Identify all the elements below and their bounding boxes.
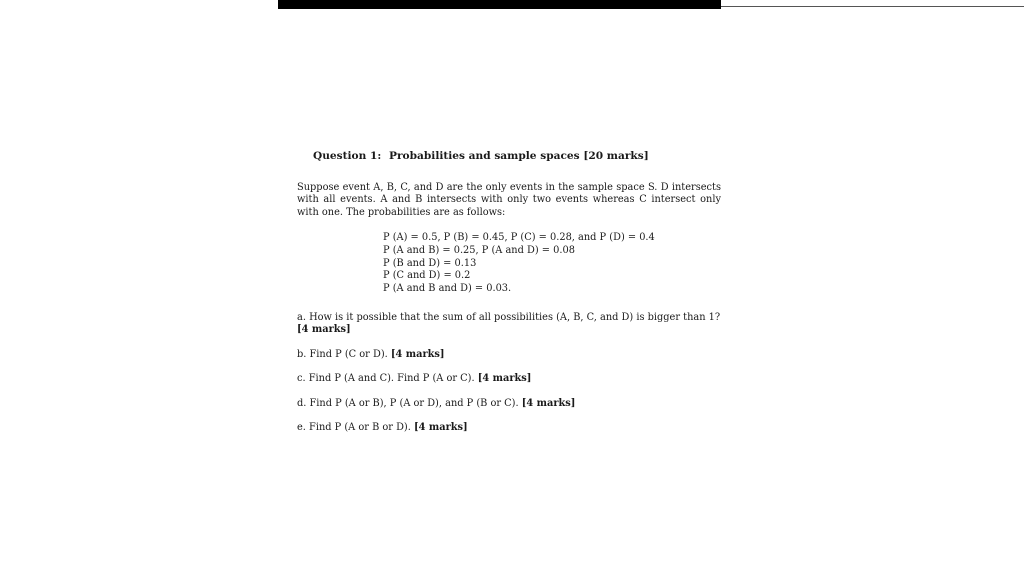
question-intro: Suppose event A, B, C, and D are the only events in the sample space S. D intersects with all events. A and B intersects with only two events whereas C intersect only with one. The probabilities are as follows: xyxy=(297,181,721,218)
top-divider-line xyxy=(721,6,1024,7)
part-c-text: c. Find P (A and C). Find P (A or C). xyxy=(297,373,475,385)
probability-line: P (B and D) = 0.13 xyxy=(383,257,477,269)
question-number: Question 1: xyxy=(313,150,382,162)
probability-line: P (A) = 0.5, P (B) = 0.45, P (C) = 0.28, and P (D) = 0.4 xyxy=(383,232,655,243)
part-c-marks: [4 marks] xyxy=(477,373,532,385)
question-heading: Probabilities and sample spaces [20 marks] xyxy=(389,150,649,162)
part-a xyxy=(297,312,721,337)
part-c xyxy=(297,373,721,386)
probability-line: P (A and B) = 0.25, P (A and D) = 0.08 xyxy=(383,244,575,256)
part-a-text: a. How is it possible that the sum of all possibilities (A, B, C, and D) is bigger than 1? xyxy=(297,311,721,323)
part-e xyxy=(297,422,721,435)
question-title xyxy=(313,150,721,163)
top-black-bar xyxy=(278,0,721,9)
part-b-text: b. Find P (C or D). xyxy=(297,348,388,360)
part-e-text: e. Find P (A or B or D). xyxy=(297,422,411,434)
part-a-marks: [4 marks] xyxy=(297,324,351,336)
part-d xyxy=(297,398,721,411)
probability-line: P (A and B and D) = 0.03. xyxy=(383,283,512,295)
part-b-marks: [4 marks] xyxy=(390,348,445,360)
part-e-marks: [4 marks] xyxy=(414,422,468,434)
part-d-text: d. Find P (A or B), P (A or D), and P (B or C). xyxy=(297,397,519,409)
part-b xyxy=(297,349,721,362)
probability-line: P (C and D) = 0.2 xyxy=(383,270,471,282)
question-document xyxy=(297,150,721,447)
probability-list xyxy=(383,232,721,296)
part-d-marks: [4 marks] xyxy=(521,397,576,409)
